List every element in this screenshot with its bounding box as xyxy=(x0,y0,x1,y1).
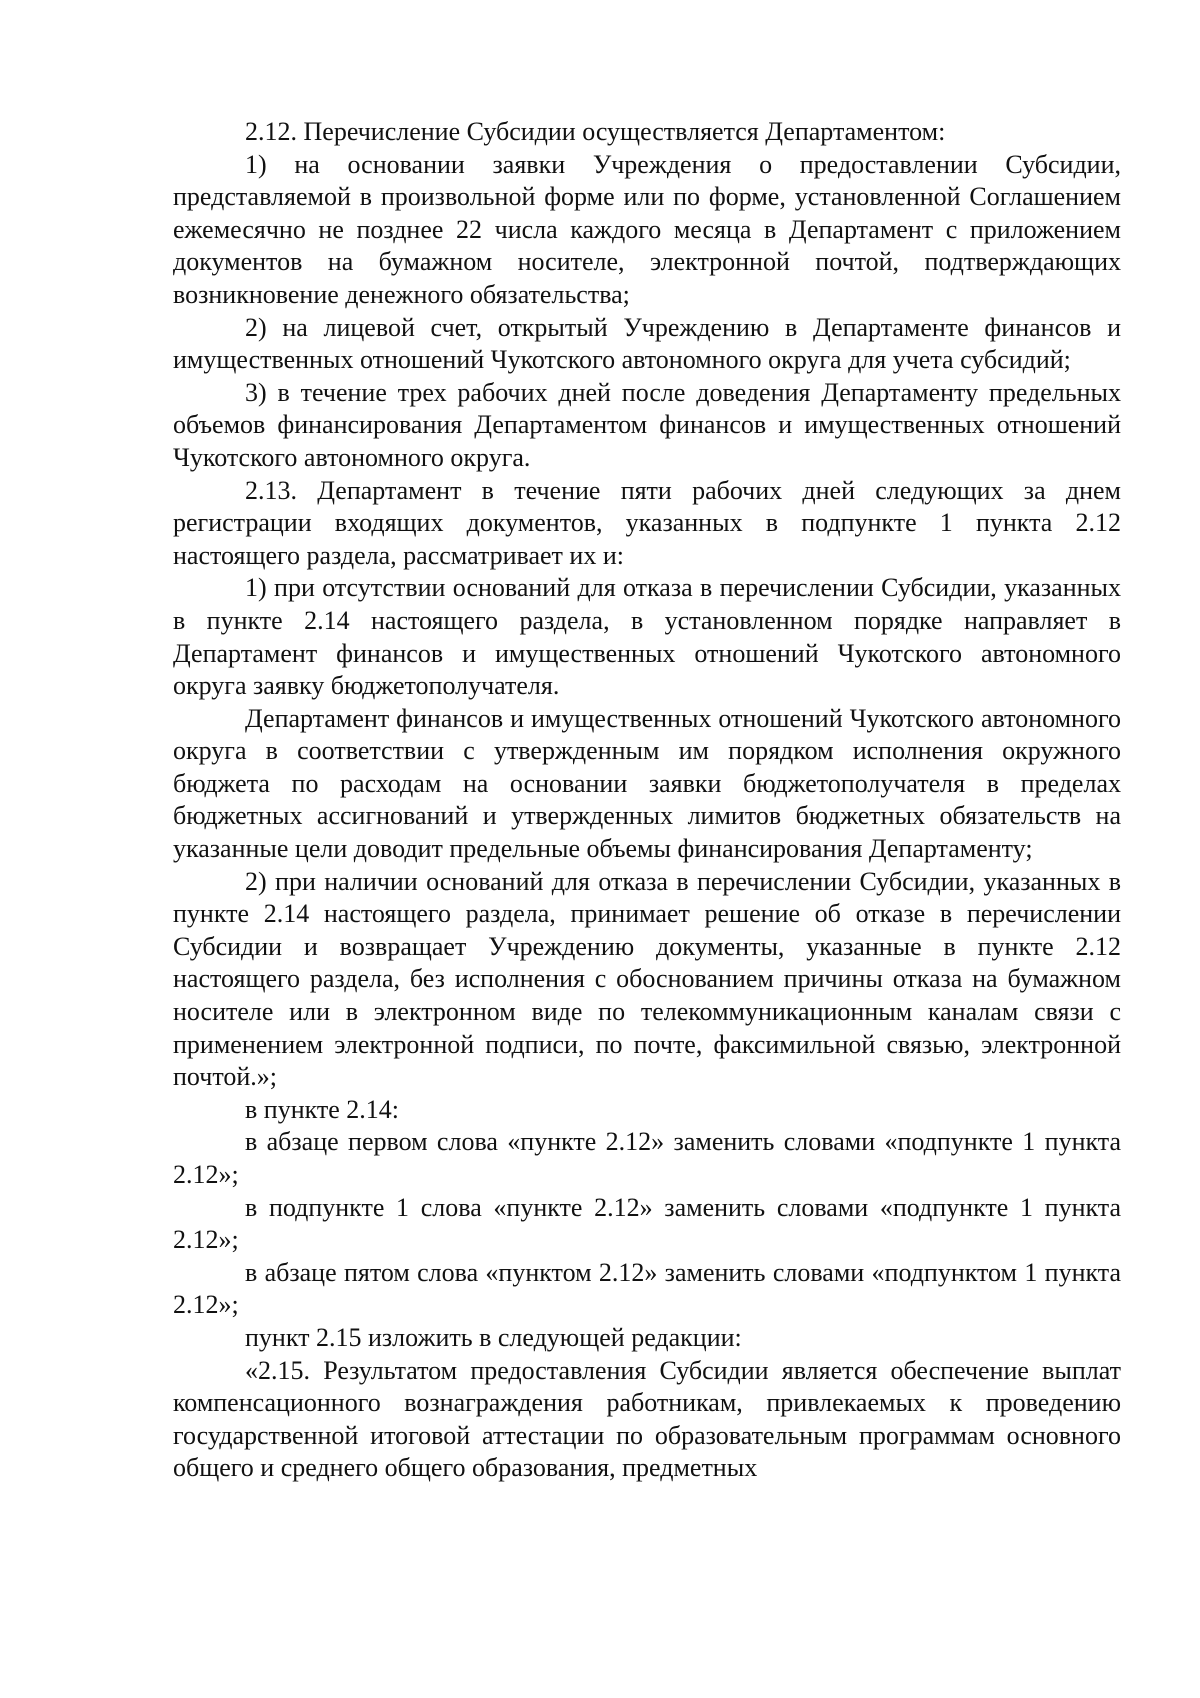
paragraph-2-15: «2.15. Результатом предоставления Субсидии является обеспечение выплат компенсационного вознаграждения работникам, привлекаемых к проведению государственной итоговой аттестации по образовательным программам основного общего и среднего общего образования, предметных xyxy=(173,1355,1121,1483)
paragraph-2-12: 2.12. Перечисление Субсидии осуществляется Департаментом: xyxy=(245,117,946,146)
paragraph-2-13-item-1: 1) при отсутствии оснований для отказа в перечислении Субсидии, указанных в пункте 2.14 настоящего раздела, в установленном порядке направляет в Департамент финансов и имущественных отношений Чукотского автономного округа заявку бюджетополучателя. xyxy=(173,573,1121,701)
paragraph-point-2-15-intro: пункт 2.15 изложить в следующей редакции: xyxy=(245,1322,742,1352)
document-body xyxy=(173,116,1121,1485)
paragraph-2-12-item-2: 2) на лицевой счет, открытый Учреждению в Департаменте финансов и имущественных отношений Чукотского автономного округа для учета субсидий; xyxy=(173,312,1121,375)
paragraph-2-14-subpoint-1: в подпункте 1 слова «пункте 2.12» заменить словами «подпункте 1 пункта 2.12»; xyxy=(173,1192,1121,1255)
paragraph-2-13-item-2: 2) при наличии оснований для отказа в перечислении Субсидии, указанных в пункте 2.14 настоящего раздела, принимает решение об отказе в перечислении Субсидии и возвращает Учреждению документы, указанные в пункте 2.12 настоящего раздела, без исполнения с обоснованием причины отказа на бумажном носителе или в электронном виде по телекоммуникационным каналам связи с применением электронной подписи, по почте, факсимильной связью, электронной почтой.»; xyxy=(173,866,1121,1092)
paragraph-2-12-item-3: 3) в течение трех рабочих дней после доведения Департаменту предельных объемов финансирования Департаментом финансов и имущественных отношений Чукотского автономного округа. xyxy=(173,377,1121,472)
paragraph-2-13: 2.13. Департамент в течение пяти рабочих дней следующих за днем регистрации входящих документов, указанных в подпункте 1 пункта 2.12 настоящего раздела, рассматривает их и: xyxy=(173,475,1121,570)
paragraph-2-12-item-1: 1) на основании заявки Учреждения о предоставлении Субсидии, представляемой в произвольной форме или по форме, установленной Соглашением ежемесячно не позднее 22 числа каждого месяца в Департамент с приложением документов на бумажном носителе, электронной почтой, подтверждающих возникновение денежного обязательства; xyxy=(173,149,1121,309)
paragraph-point-2-14: в пункте 2.14: xyxy=(245,1094,400,1124)
paragraph-finance-department: Департамент финансов и имущественных отношений Чукотского автономного округа в соответствии с утвержденным им порядком исполнения окружного бюджета по расходам на основании заявки бюджетополучателя в пределах бюджетных ассигнований и утвержденных лимитов бюджетных обязательств на указанные цели доводит предельные объемы финансирования Департаменту; xyxy=(173,703,1121,864)
paragraph-2-14-fifth-abstract: в абзаце пятом слова «пунктом 2.12» заменить словами «подпунктом 1 пункта 2.12»; xyxy=(173,1257,1121,1320)
paragraph-2-14-first-abstract: в абзаце первом слова «пункте 2.12» заменить словами «подпункте 1 пункта 2.12»; xyxy=(173,1127,1121,1189)
